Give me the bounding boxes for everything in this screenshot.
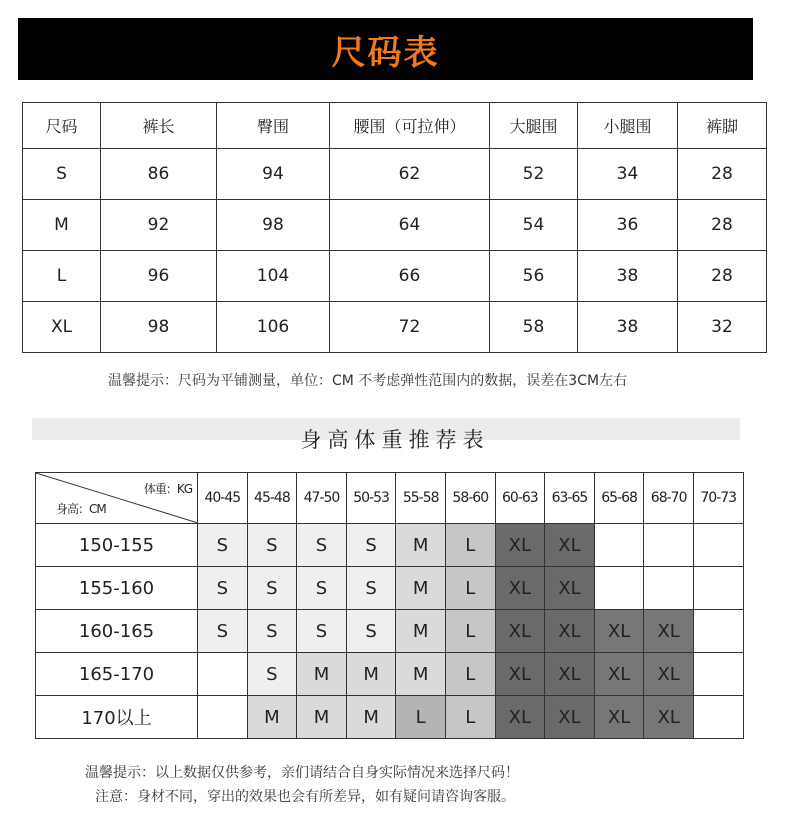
recommended-size-cell: XL <box>495 653 545 696</box>
height-row <box>36 653 744 696</box>
recommended-size-cell: XL <box>495 524 545 567</box>
recommended-size-cell: XL <box>594 653 644 696</box>
size-table-header: 腰围（可拉伸） <box>330 103 490 149</box>
weight-range-header: 47-50 <box>297 473 347 524</box>
weight-range-header: 63-65 <box>545 473 595 524</box>
recommended-size-cell: XL <box>594 696 644 739</box>
recommended-size-cell: XL <box>545 567 595 610</box>
weight-range-header: 70-73 <box>693 473 743 524</box>
height-range-label: 170以上 <box>36 696 198 739</box>
recommended-size-cell: S <box>198 524 248 567</box>
recommended-size-cell: XL <box>545 524 595 567</box>
recommended-size-cell: XL <box>545 653 595 696</box>
size-cell: M <box>23 200 101 251</box>
recommended-size-cell: XL <box>644 610 694 653</box>
size-cell: 86 <box>101 149 217 200</box>
size-cell: 98 <box>101 302 217 353</box>
size-cell: 34 <box>578 149 678 200</box>
recommended-size-cell <box>594 567 644 610</box>
height-row <box>36 524 744 567</box>
weight-axis-label: 体重：KG <box>143 482 192 496</box>
size-cell: 62 <box>330 149 490 200</box>
size-cell: 28 <box>678 251 767 302</box>
recommended-size-cell: L <box>396 696 446 739</box>
weight-range-header: 65-68 <box>594 473 644 524</box>
height-range-label: 165-170 <box>36 653 198 696</box>
size-table-row <box>23 200 767 251</box>
recommended-size-cell: M <box>247 696 297 739</box>
recommended-size-cell: S <box>346 567 396 610</box>
size-table-row <box>23 251 767 302</box>
size-table-header: 臀围 <box>217 103 330 149</box>
height-row <box>36 567 744 610</box>
size-cell: 56 <box>490 251 578 302</box>
size-cell: XL <box>23 302 101 353</box>
recommended-size-cell <box>693 524 743 567</box>
recommended-size-cell: S <box>198 610 248 653</box>
size-table-header-row <box>23 103 767 149</box>
recommended-size-cell: XL <box>495 610 545 653</box>
size-cell: 54 <box>490 200 578 251</box>
height-range-label: 150-155 <box>36 524 198 567</box>
recommended-size-cell <box>693 696 743 739</box>
size-cell: 106 <box>217 302 330 353</box>
size-cell: 72 <box>330 302 490 353</box>
recommended-size-cell: S <box>247 567 297 610</box>
recommended-size-cell: M <box>396 653 446 696</box>
recommended-size-cell <box>693 653 743 696</box>
measurement-note: 温馨提示：尺码为平铺测量，单位：CM 不考虑弹性范围内的数据，误差在3CM左右 <box>108 373 628 389</box>
recommended-size-cell <box>198 696 248 739</box>
recommended-size-cell: XL <box>495 567 545 610</box>
recommended-size-cell: M <box>297 696 347 739</box>
height-range-label: 155-160 <box>36 567 198 610</box>
recommended-size-cell: S <box>297 610 347 653</box>
size-table-row <box>23 149 767 200</box>
size-table-header: 大腿围 <box>490 103 578 149</box>
height-weight-table <box>35 472 744 739</box>
recommended-size-cell: S <box>247 610 297 653</box>
weight-range-header: 50-53 <box>346 473 396 524</box>
height-row <box>36 696 744 739</box>
size-chart-table <box>22 102 767 353</box>
recommended-size-cell: M <box>396 567 446 610</box>
weight-range-header: 45-48 <box>247 473 297 524</box>
recommended-size-cell: XL <box>545 696 595 739</box>
recommended-size-cell: M <box>346 696 396 739</box>
size-cell: 38 <box>578 302 678 353</box>
size-cell: 32 <box>678 302 767 353</box>
size-table-header: 小腿围 <box>578 103 678 149</box>
recommended-size-cell: XL <box>644 653 694 696</box>
recommended-size-cell: S <box>198 567 248 610</box>
weight-range-header: 40-45 <box>198 473 248 524</box>
height-axis-label: 身高：CM <box>56 502 106 516</box>
recommended-size-cell: M <box>346 653 396 696</box>
recommended-size-cell: L <box>445 567 495 610</box>
recommended-size-cell: M <box>396 610 446 653</box>
size-cell: 38 <box>578 251 678 302</box>
corner-cell <box>36 473 198 524</box>
recommended-size-cell <box>693 567 743 610</box>
size-table-row <box>23 302 767 353</box>
recommended-size-cell: S <box>297 567 347 610</box>
size-cell: 94 <box>217 149 330 200</box>
recommended-size-cell: M <box>297 653 347 696</box>
size-cell: 58 <box>490 302 578 353</box>
recommended-size-cell: L <box>445 696 495 739</box>
weight-range-header: 55-58 <box>396 473 446 524</box>
recommended-size-cell <box>594 524 644 567</box>
recommended-size-cell: M <box>396 524 446 567</box>
size-table-header: 尺码 <box>23 103 101 149</box>
recommended-size-cell: XL <box>545 610 595 653</box>
size-cell: 104 <box>217 251 330 302</box>
recommendation-title: 身高体重推荐表 <box>300 428 490 452</box>
height-row <box>36 610 744 653</box>
recommended-size-cell: XL <box>495 696 545 739</box>
recommended-size-cell: L <box>445 653 495 696</box>
size-cell: 66 <box>330 251 490 302</box>
footer-tip: 温馨提示：以上数据仅供参考，亲们请结合自身实际情况来选择尺码！ <box>85 765 519 781</box>
recommended-size-cell: L <box>445 524 495 567</box>
recommended-size-cell: S <box>247 524 297 567</box>
recommended-size-cell: L <box>445 610 495 653</box>
recommended-size-cell <box>693 610 743 653</box>
recommended-size-cell <box>644 567 694 610</box>
weight-range-header: 58-60 <box>445 473 495 524</box>
weight-range-header: 60-63 <box>495 473 545 524</box>
title-banner <box>18 18 753 80</box>
size-cell: 98 <box>217 200 330 251</box>
weight-header-row <box>36 473 744 524</box>
recommended-size-cell: S <box>247 653 297 696</box>
size-cell: L <box>23 251 101 302</box>
recommended-size-cell: S <box>346 610 396 653</box>
recommended-size-cell <box>644 524 694 567</box>
size-cell: 64 <box>330 200 490 251</box>
banner-title: 尺码表 <box>331 32 440 73</box>
size-cell: 96 <box>101 251 217 302</box>
size-cell: 28 <box>678 149 767 200</box>
size-cell: 28 <box>678 200 767 251</box>
weight-range-header: 68-70 <box>644 473 694 524</box>
size-cell: 36 <box>578 200 678 251</box>
footer-notice: 注意：身材不同，穿出的效果也会有所差异，如有疑问请咨询客服。 <box>95 789 515 805</box>
recommended-size-cell: S <box>346 524 396 567</box>
size-table-header: 裤长 <box>101 103 217 149</box>
recommended-size-cell: S <box>297 524 347 567</box>
size-cell: 92 <box>101 200 217 251</box>
size-cell: S <box>23 149 101 200</box>
size-table-header: 裤脚 <box>678 103 767 149</box>
recommended-size-cell: XL <box>644 696 694 739</box>
size-cell: 52 <box>490 149 578 200</box>
recommended-size-cell <box>198 653 248 696</box>
recommended-size-cell: XL <box>594 610 644 653</box>
height-range-label: 160-165 <box>36 610 198 653</box>
